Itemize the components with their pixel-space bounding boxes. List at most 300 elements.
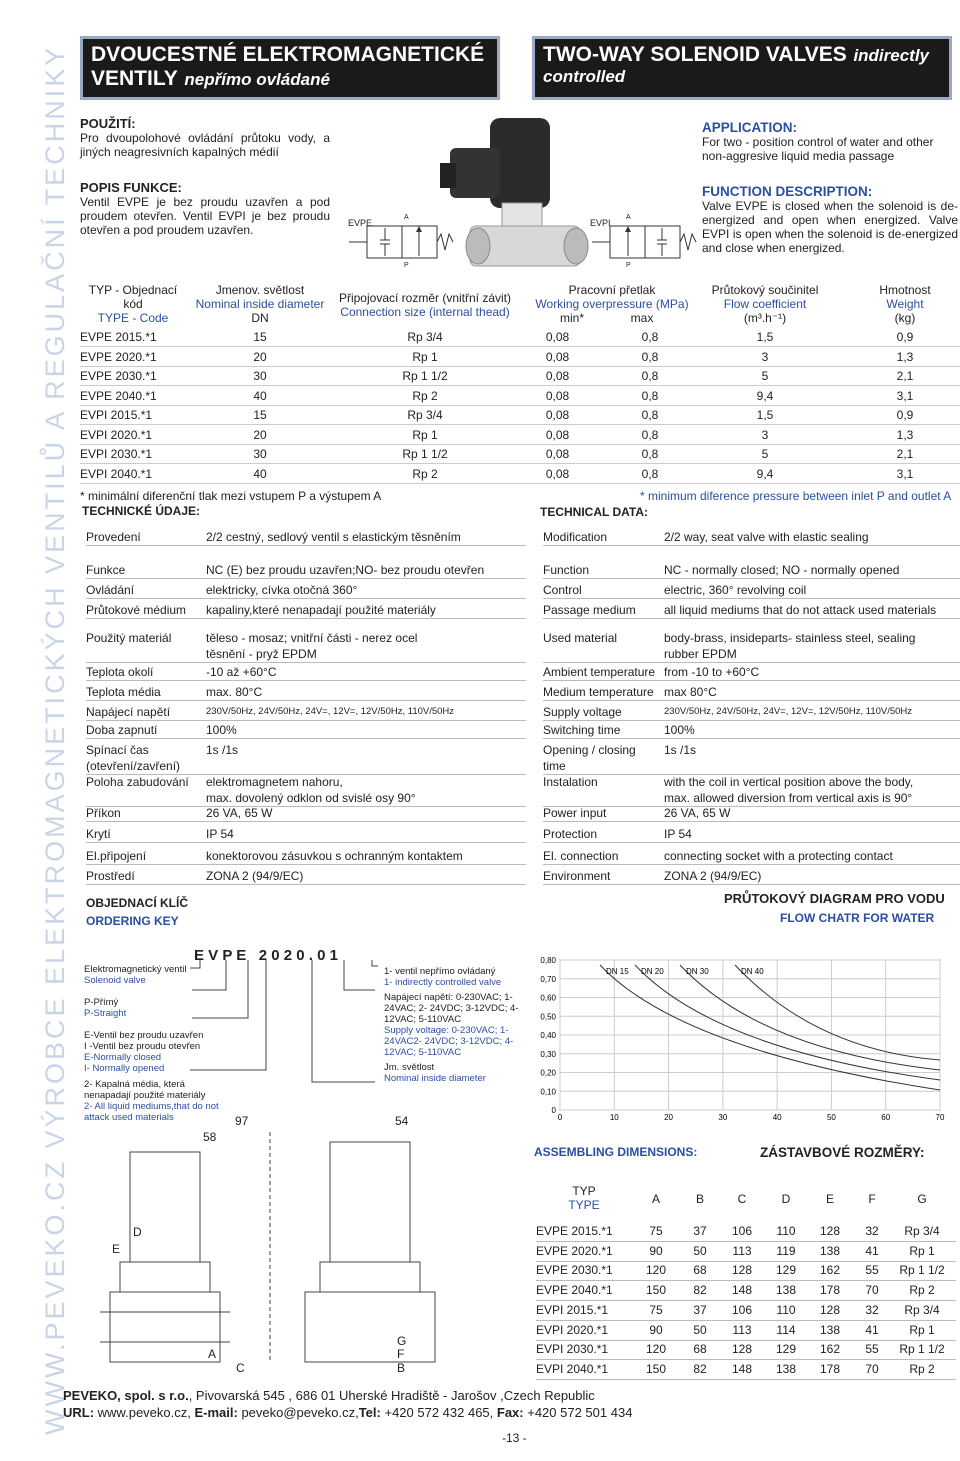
tech_cz-divider: [86, 738, 526, 739]
tech_en-label: Control: [543, 583, 582, 597]
assembly-cell: 114: [776, 1322, 796, 1337]
tech_en-value: IP 54: [664, 827, 692, 841]
footer-address: [63, 1388, 595, 1403]
main-table-cell: Rp 2: [412, 466, 438, 481]
symbol-evpe: [345, 212, 455, 272]
flow-y-tick: 0,40: [540, 1031, 556, 1040]
main-table-cell: Rp 3/4: [407, 330, 443, 344]
main-th-conn: [330, 291, 520, 319]
assembly-cell: 82: [693, 1283, 707, 1298]
dim-g: G: [397, 1334, 407, 1348]
assembly-cell: 106: [731, 1302, 753, 1317]
tech_en-divider: [543, 680, 960, 681]
tech_en-value: electric, 360° revolving coil: [664, 583, 807, 597]
main-th-flow: [700, 283, 830, 325]
dim-d: D: [133, 1225, 142, 1239]
assembly-cell: 32: [865, 1224, 879, 1238]
tech_cz-label: Poloha zabudování: [86, 775, 189, 789]
main-table-row-divider: [80, 463, 960, 464]
flow-y-tick: 0,30: [540, 1049, 556, 1059]
tech_en-divider: [543, 864, 960, 865]
assembly-cell: 37: [693, 1302, 707, 1317]
flow-series-label: DN 20: [641, 967, 664, 976]
main-table-cell: 30: [253, 369, 267, 383]
ordering-left-1: Elektromagnetický ventil: [84, 964, 187, 975]
tech_en-label: Power input: [543, 806, 607, 820]
tech_cz-value: těleso - mosaz; vnitřní části - nerez ocel těsnění - pryž EPDM: [206, 631, 418, 661]
tech_cz-value: elektromagnetem nahoru, max. dovolený odklon od svislé osy 90°: [206, 775, 416, 805]
tech_cz-value: ZONA 2 (94/9/EC): [206, 869, 304, 883]
tech_cz-divider: [86, 821, 526, 822]
symbol-evpe-a: A: [404, 214, 409, 221]
main-table-cell: 1,5: [756, 408, 774, 422]
tech_cz-label: Příkon: [86, 806, 121, 820]
assembly-drawing: [90, 1112, 530, 1382]
flow-y-tick: 0,60: [540, 993, 556, 1003]
assembly-cell: 128: [731, 1342, 753, 1357]
tech_en-label: Protection: [543, 827, 598, 841]
assembly-divider: [536, 1320, 956, 1321]
tech-en-heading: TECHNICAL DATA:: [540, 505, 648, 519]
symbol-evpi: [588, 212, 698, 272]
tech_en-value: 230V/50Hz, 24V/50Hz, 24V=, 12V=, 12V/50Hz, 110V/50Hz: [664, 706, 913, 717]
tech_en-label: Function: [543, 563, 590, 577]
ordering-left-3: P-Přímý: [84, 997, 119, 1008]
main-th-conn-2: Connection size (internal thead): [340, 305, 510, 319]
main-table-cell: EVPI 2015.*1: [80, 408, 153, 422]
tech_cz-value: 230V/50Hz, 24V/50Hz, 24V=, 12V=, 12V/50Hz, 110V/50Hz: [206, 706, 455, 717]
assembly-cell: 178: [819, 1361, 841, 1376]
assembly-cell: 138: [819, 1243, 841, 1258]
assembly-cell: Rp 1 1/2: [899, 1342, 945, 1357]
ordering-left-6: I -Ventil bez proudu otevřen: [84, 1041, 201, 1052]
ordering-heading-en: ORDERING KEY: [86, 914, 179, 928]
assembly-cell: 162: [819, 1342, 841, 1357]
tech-cz-heading: TECHNICKÉ ÚDAJE:: [82, 504, 201, 518]
tech_cz-label: Krytí: [86, 827, 111, 841]
tech_cz-value: max. 80°C: [206, 685, 263, 699]
assembly-divider: [536, 1241, 956, 1242]
tech_cz-divider: [86, 578, 526, 579]
assembly-cell: 70: [865, 1283, 879, 1298]
main-table-cell: 20: [253, 427, 267, 442]
main-th-press-min: min*: [559, 311, 584, 325]
tech_en-divider: [543, 700, 960, 701]
assembly-th: B: [695, 1192, 704, 1206]
main-table-cell: 15: [253, 408, 267, 422]
main-table-cell: 0,08: [545, 466, 570, 481]
assembly-cell: 75: [649, 1302, 663, 1317]
assembly-cell: EVPE 2040.*1: [536, 1283, 613, 1298]
main-table-cell: EVPI 2030.*1: [80, 447, 153, 461]
main-table-row-divider: [80, 366, 960, 367]
main-th-dn-2: Nominal inside diameter: [195, 297, 325, 311]
title-en: [532, 36, 952, 100]
flow-series-label: DN 40: [741, 967, 764, 976]
assembly-cell: Rp 3/4: [904, 1302, 940, 1317]
assembly-th: G: [917, 1192, 927, 1206]
main-th-dn-1: Jmenov. světlost: [215, 283, 305, 297]
main-table-cell: EVPI 2020.*1: [80, 427, 153, 442]
main-table-row-divider: [80, 483, 960, 484]
main-table-cell: 0,8: [641, 447, 659, 461]
main-table-cell: 0,08: [545, 388, 570, 403]
ordering-left-9: 2- Kapalná média, která nenapadají použité materiály: [84, 1079, 206, 1101]
footer-tel: +420 572 432 465,: [380, 1405, 497, 1420]
main-table-cell: 0,8: [641, 388, 659, 403]
tech_en-label: Medium temperature: [543, 685, 654, 699]
ordering-left-2: Solenoid valve: [84, 975, 146, 986]
assembly-th-type-en: TYPE: [568, 1198, 600, 1212]
main-table-cell: 0,08: [545, 427, 570, 442]
func-cz-heading: POPIS FUNKCE:: [80, 180, 182, 195]
assembly-cell: EVPI 2040.*1: [536, 1361, 609, 1376]
tech_cz-label: Ovládání: [86, 583, 135, 597]
symbol-evpi-p: P: [626, 262, 631, 269]
main-table-cell: Rp 1 1/2: [402, 369, 448, 383]
assembly-cell: 150: [645, 1361, 667, 1376]
main-th-press-1: Pracovní přetlak: [568, 283, 656, 297]
tech_cz-divider: [86, 864, 526, 865]
main-th-conn-1: Připojovací rozměr (vnitřní závit): [338, 291, 512, 305]
assembly-cell: EVPE 2020.*1: [536, 1243, 613, 1258]
tech_en-value: 26 VA, 65 W: [664, 806, 731, 820]
tech_cz-label: Doba zapnutí: [86, 723, 158, 737]
assembly-cell: 113: [732, 1243, 752, 1258]
main-table-cell: 3: [761, 349, 769, 364]
assembly-th: C: [737, 1192, 747, 1206]
assembly-cell: 82: [693, 1361, 707, 1376]
dim-b: B: [397, 1361, 406, 1375]
assembly-cell: 113: [732, 1322, 752, 1337]
usage-cz: [80, 116, 330, 159]
tech_cz-label: Spínací čas (otevření/zavření): [86, 743, 181, 773]
footer-contacts: [63, 1405, 632, 1420]
tech_cz-value: elektricky, cívka otočná 360°: [206, 583, 358, 597]
tech_cz-divider: [86, 884, 526, 885]
assembly-cell: 32: [865, 1302, 879, 1317]
assembly-cell: 128: [731, 1263, 753, 1278]
assembly-cell: EVPI 2020.*1: [536, 1322, 609, 1337]
main-table-cell: 0,8: [641, 369, 659, 383]
tech_en-value: from -10 to +60°C: [664, 665, 760, 679]
tech_en-value: connecting socket with a protecting contact: [664, 849, 893, 863]
main-th-flow-3: (m³.h⁻¹): [743, 311, 787, 325]
footer-url[interactable]: www.peveko.cz,: [94, 1405, 195, 1420]
assembly-cell: 90: [649, 1243, 663, 1258]
assembly-cell: 128: [819, 1302, 841, 1317]
main-table-cell: EVPE 2040.*1: [80, 388, 157, 403]
tech_en-value: 2/2 way, seat valve with elastic sealing: [664, 530, 869, 544]
flow-series-label: DN 30: [686, 967, 709, 976]
main-table-row-divider: [80, 405, 960, 406]
usage-en-heading: APPLICATION:: [702, 120, 797, 135]
main-table-cell: 0,9: [896, 408, 914, 422]
ordering-right-6: Nominal inside diameter: [384, 1073, 486, 1084]
main-table-cell: 3,1: [896, 388, 914, 403]
tech_cz-label: Teplota média: [86, 685, 161, 699]
assembly-cell: 178: [819, 1283, 841, 1298]
tech_cz-label: Funkce: [86, 563, 126, 577]
main-table-cell: 1,3: [896, 427, 914, 442]
flow-series-label: DN 15: [606, 967, 629, 976]
assembly-cell: Rp 2: [909, 1283, 935, 1298]
usage-cz-heading: POUŽITÍ:: [80, 116, 136, 131]
symbol-evpe-p: P: [404, 262, 409, 269]
flow-y-tick: 0,50: [540, 1012, 556, 1022]
symbol-evpe-label: EVPE: [348, 218, 373, 228]
ordering-left-10: 2- All liquid mediums,that do not attack used materials: [84, 1101, 219, 1123]
title-cz: [80, 36, 500, 100]
assembly-heading-cz: ZÁSTAVBOVÉ ROZMĚRY:: [760, 1145, 925, 1160]
assembly-cell: Rp 2: [909, 1361, 935, 1376]
flow-heading-en: FLOW CHATR FOR WATER: [780, 911, 935, 925]
main-table-cell: 0,08: [545, 349, 570, 364]
assembly-cell: EVPI 2030.*1: [536, 1342, 609, 1357]
flow-x-tick: 50: [826, 1113, 836, 1122]
main-table-cell: 0,8: [641, 427, 659, 442]
main-table-cell: 3,1: [896, 466, 914, 481]
assembly-cell: EVPE 2030.*1: [536, 1263, 613, 1278]
footer-email[interactable]: peveko@peveko.cz,: [237, 1405, 359, 1420]
main-table-cell: 15: [253, 330, 267, 344]
main-th-dn: [190, 283, 330, 325]
assembly-divider: [536, 1359, 956, 1360]
main-table-cell: 0,8: [641, 349, 659, 364]
usage-en-text: For two - position control of water and other non-aggresive liquid media passage: [702, 135, 934, 163]
footer-company: PEVEKO, spol. s r.o.: [63, 1388, 189, 1403]
assembly-cell: Rp 1 1/2: [899, 1263, 945, 1278]
tech_cz-divider: [86, 618, 526, 619]
main-table-row-divider: [80, 424, 960, 425]
tech_en-label: Opening / closing time: [543, 743, 636, 773]
title-en-line1: TWO-WAY SOLENOID VALVES: [543, 43, 847, 66]
main-table-cell: 0,8: [641, 408, 659, 422]
footer-email-label: E-mail:: [194, 1405, 238, 1420]
main-table-cell: 3: [761, 427, 769, 442]
tech_cz-label: El.připojení: [86, 849, 147, 863]
main-table-cell: 40: [253, 466, 267, 481]
assembly-cell: 148: [731, 1361, 753, 1376]
tech_en-label: Modification: [543, 530, 608, 544]
assembly-cell: 41: [865, 1243, 879, 1258]
tech_cz-divider: [86, 700, 526, 701]
footer-fax: +420 572 501 434: [523, 1405, 633, 1420]
assembly-cell: Rp 1: [909, 1322, 935, 1337]
flow-x-tick: 10: [609, 1113, 619, 1122]
tech_en-value: NC - normally closed; NO - normally opened: [664, 563, 900, 577]
assembly-cell: 37: [693, 1224, 707, 1238]
main-table-cell: EVPI 2040.*1: [80, 466, 153, 481]
tech_cz-value: 100%: [206, 723, 237, 737]
main-table-row-divider: [80, 444, 960, 445]
assembly-cell: 110: [776, 1302, 796, 1317]
usage-en: [702, 120, 956, 163]
assembly-cell: 90: [649, 1322, 663, 1337]
tech_en-value: 1s /1s: [664, 743, 697, 757]
ordering-connector-lines: [190, 960, 380, 1120]
func-cz-text: Ventil EVPE je bez proudu uzavřen a pod proudem otevřen. Ventil EVPI je bez proudu otevřen a pod proudem uzavřen.: [80, 195, 330, 237]
tech_en-divider: [543, 598, 960, 599]
tech_cz-value: 2/2 cestný, sedlový ventil s elastickým těsněním: [206, 530, 461, 544]
tech_cz-label: Průtokové médium: [86, 603, 187, 617]
tech_cz-divider: [86, 598, 526, 599]
tech_cz-divider: [86, 680, 526, 681]
flow-y-tick: 0: [551, 1106, 556, 1115]
title-cz-line1: DVOUCESTNÉ ELEKTROMAGNETICKÉ: [91, 43, 485, 66]
ordering-right-3: Napájecí napětí: 0-230VAC; 1-24VAC; 2- 24VDC; 3-12VDC; 4-12VAC; 5-110VAC: [384, 992, 519, 1025]
assembly-cell: Rp 3/4: [904, 1224, 940, 1238]
main-th-weight-2: Weight: [886, 297, 924, 311]
assembly-cell: 120: [645, 1342, 667, 1357]
assembly-divider: [536, 1280, 956, 1281]
tech_cz-value: NC (E) bez proudu uzavřen;NO- bez proudu otevřen: [206, 563, 485, 577]
tech_en-label: Switching time: [543, 723, 621, 737]
flow-x-tick: 40: [772, 1113, 782, 1122]
assembly-cell: 128: [819, 1224, 841, 1238]
assembly-divider: [536, 1300, 956, 1301]
assembly-th: D: [781, 1192, 791, 1206]
main-th-press-2: Working overpressure (MPa): [535, 297, 689, 311]
ordering-code: E V P E 2 0 2 0 . 0 1: [194, 947, 338, 964]
main-th-type-3: TYPE - Code: [97, 311, 169, 325]
dim-97: 97: [235, 1114, 249, 1128]
flow-x-tick: 0: [557, 1113, 563, 1122]
assembly-heading-en: ASSEMBLING DIMENSIONS:: [534, 1145, 698, 1159]
main-table-cell: 40: [253, 388, 267, 403]
flow-heading-cz: PRŮTOKOVÝ DIAGRAM PRO VODU: [724, 891, 945, 906]
main-note-cz: * minimální diferenční tlak mezi vstupem P a výstupem A: [80, 489, 382, 503]
assembly-cell: 68: [693, 1263, 707, 1278]
valve-product-image: [430, 108, 600, 278]
flow-y-tick: 0,10: [540, 1087, 556, 1097]
flow-x-tick: 60: [881, 1113, 891, 1122]
assembly-cell: 50: [693, 1243, 707, 1258]
flow-x-tick: 70: [935, 1113, 945, 1122]
symbol-evpi-a: A: [626, 214, 631, 221]
flow-x-tick: 20: [664, 1113, 674, 1122]
tech_en-value: body-brass, insideparts- stainless steel, sealing rubber EPDM: [664, 631, 916, 661]
tech_cz-value: 26 VA, 65 W: [206, 806, 273, 820]
main-th-type: [80, 283, 186, 325]
tech_cz-value: -10 až +60°C: [206, 665, 277, 679]
dim-e: E: [112, 1242, 121, 1256]
assembly-divider: [536, 1261, 956, 1262]
tech_en-value: with the coil in vertical position above the body, max. allowed diversion from vertical axis is 90°: [664, 775, 914, 805]
main-table-cell: Rp 2: [412, 388, 438, 403]
main-th-dn-3: DN: [251, 311, 269, 325]
tech_cz-label: Teplota okolí: [86, 665, 154, 679]
side-banner: [0, 0, 70, 1461]
ordering-right-4: Supply voltage: 0-230VAC; 1-24VAC2- 24VDC; 3-12VDC; 4-12VAC; 5-110VAC: [384, 1025, 514, 1058]
assembly-th-type: TYP: [572, 1184, 596, 1198]
tech_en-divider: [543, 662, 960, 663]
main-table-cell: 0,8: [641, 466, 659, 481]
title-en-italic: indirectly: [853, 46, 930, 65]
main-table-row-divider: [80, 346, 960, 347]
ordering-right: [384, 966, 534, 1084]
tech_en-label: Passage medium: [543, 603, 636, 617]
tech_cz-label: Použitý materiál: [86, 631, 172, 645]
flow-series-line: [635, 965, 940, 1080]
tech_cz-label: Provedení: [86, 530, 141, 544]
main-table-cell: 0,8: [641, 330, 659, 344]
ordering-heading-cz: OBJEDNACÍ KLÍČ: [86, 896, 189, 910]
main-note-en: * minimum diference pressure between inlet P and outlet A: [640, 489, 952, 503]
title-en-line2: controlled: [543, 67, 626, 86]
tech_en-divider: [543, 842, 960, 843]
main-table-cell: 0,08: [545, 369, 570, 383]
assembly-cell: 55: [865, 1342, 879, 1357]
assembly-th: E: [825, 1192, 834, 1206]
tech_cz-value: 1s /1s: [206, 743, 239, 757]
assembly-cell: 119: [776, 1243, 796, 1258]
flow-chart: [520, 950, 950, 1135]
main-table-cell: EVPE 2015.*1: [80, 330, 157, 344]
main-table-cell: 30: [253, 447, 267, 461]
main-th-type-1: TYP - Objednací: [88, 283, 178, 297]
dim-58: 58: [203, 1130, 217, 1144]
main-table-cell: 0,9: [896, 330, 914, 344]
main-table-cell: 9,4: [756, 466, 774, 481]
tech_en-value: 100%: [664, 723, 695, 737]
title-cz-italic: nepřímo ovládané: [184, 70, 330, 89]
main-table-cell: Rp 1: [412, 427, 438, 442]
tech_en-divider: [543, 884, 960, 885]
dim-f: F: [397, 1347, 405, 1361]
tech_en-divider: [543, 821, 960, 822]
assembly-cell: 75: [649, 1224, 663, 1238]
main-th-flow-2: Flow coefficient: [723, 297, 807, 311]
assembly-cell: 138: [775, 1361, 797, 1376]
ordering-right-1: 1- ventil nepřímo ovládaný: [384, 966, 496, 977]
main-table-cell: 9,4: [756, 388, 774, 403]
tech_en-label: Environment: [543, 869, 611, 883]
symbol-evpi-label: EVPI: [590, 218, 611, 228]
footer-address-text: , Pivovarská 545 , 686 01 Uherské Hradiště - Jarošov ,Czech Republic: [188, 1388, 595, 1403]
main-th-flow-1: Průtokový součinitel: [711, 283, 819, 297]
tech_cz-divider: [86, 720, 526, 721]
main-table-cell: 1,5: [756, 330, 774, 344]
assembly-cell: 148: [731, 1283, 753, 1298]
assembly-cell: 50: [693, 1322, 707, 1337]
footer-fax-label: Fax:: [496, 1405, 524, 1420]
tech_cz-divider: [86, 842, 526, 843]
assembly-cell: 55: [865, 1263, 879, 1278]
main-table-cell: 5: [761, 447, 769, 461]
func-en-text: Valve EVPE is closed when the solenoid is de-energized and open when energized. Valve EVPI is open when the solenoid is de-energized and close when energized.: [702, 199, 958, 255]
tech_cz-divider: [86, 545, 526, 546]
main-table-row-divider: [80, 385, 960, 386]
main-th-weight-1: Hmotnost: [879, 283, 931, 297]
tech_en-label: Ambient temperature: [543, 665, 656, 679]
main-th-press-max: max: [630, 311, 654, 325]
dim-c: C: [236, 1361, 245, 1375]
tech_en-value: ZONA 2 (94/9/EC): [664, 869, 762, 883]
tech_cz-value: kapaliny,které nenapadají použité materiály: [206, 603, 436, 617]
ordering-left-7: E-Normally closed: [84, 1052, 162, 1063]
assembly-cell: 129: [775, 1342, 797, 1357]
assembly-divider: [536, 1379, 956, 1380]
assembly-cell: 70: [865, 1361, 879, 1376]
main-th-type-2: kód: [123, 297, 143, 311]
main-th-weight-3: (kg): [894, 311, 916, 325]
usage-cz-text: Pro dvoupolohové ovládání průtoku vody, a jiných neagresivních kapalných médií: [80, 131, 330, 159]
assembly-divider: [536, 1340, 956, 1341]
assembly-cell: 41: [865, 1322, 879, 1337]
tech_cz-divider: [86, 662, 526, 663]
func-cz: [80, 180, 330, 237]
